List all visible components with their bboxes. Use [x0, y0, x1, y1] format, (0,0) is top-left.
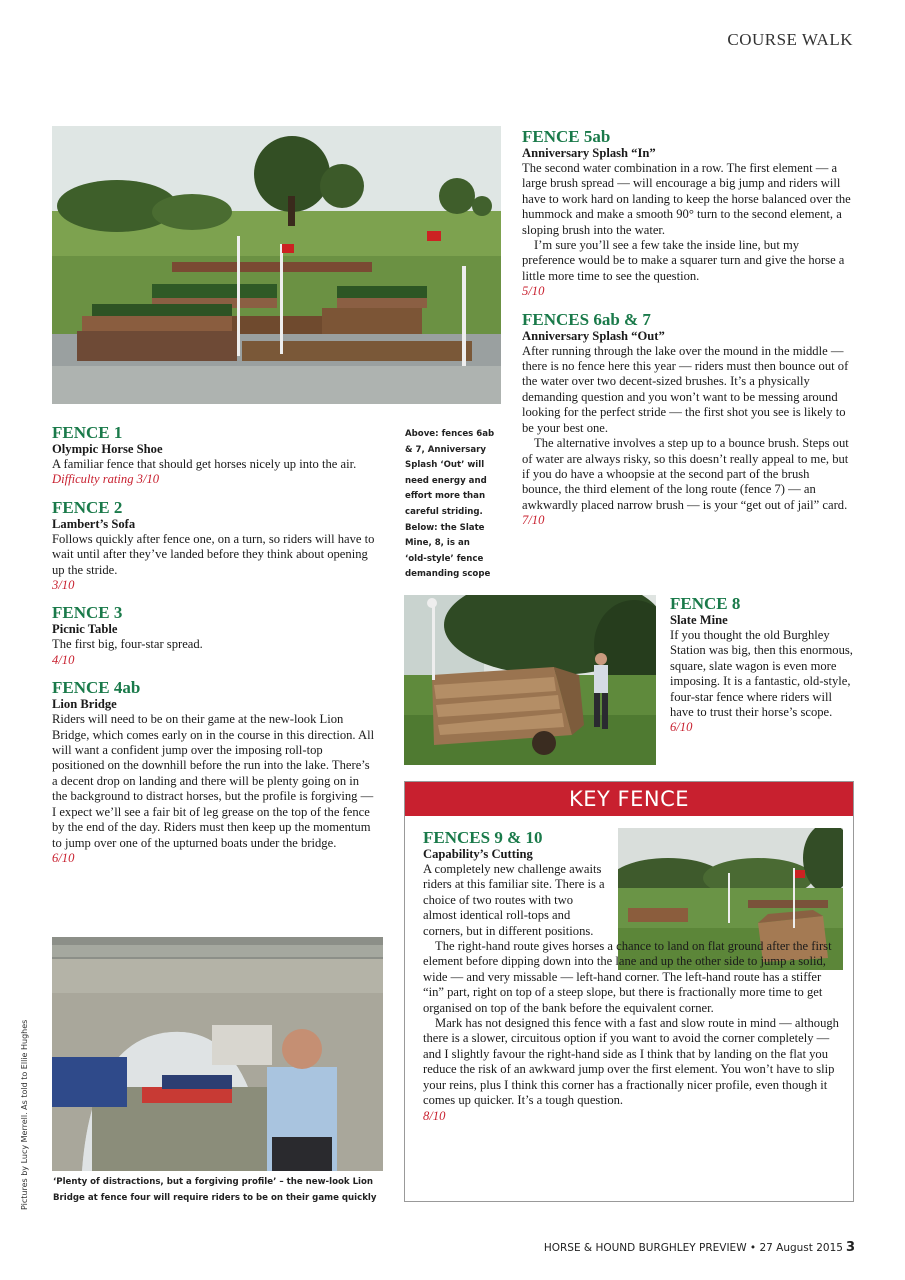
fence-2-heading: FENCE 2 [52, 497, 123, 517]
photo-anniversary-splash [52, 126, 501, 404]
fence-3-name: Picnic Table [52, 622, 118, 637]
fence-4-text: Riders will need to be on their game at the new-look Lion Bridge, which comes early on in the course in this direction. All will want a confident jump over the imposing roll-top positioned on the downhill before the run into the lake. There’s a decent drop on landing and there will be plenty going on in the background to distract horses, but the profile is forgiving — I expect we’ll see a fair bit of leg grease on the top of the fence by the end of the day. Riders must then keep up the momentum to jump over one of the upturned boats under the bridge. [52, 712, 375, 850]
fence-3-rating: 4/10 [52, 652, 75, 667]
key-fence-para-2: The right-hand route gives horses a chance to land on flat ground after the first element before dipping down into the lane and up the other side to jump a solid, wide — and very missable — left-hand corner. The left-hand route has a stiffer “in” part, right on top of a steep slope, but there is fractionally more time to get organised on top of the bank before the equivalent corner. [423, 939, 832, 1015]
fence-2-rating: 3/10 [52, 578, 75, 593]
footer-text: HORSE & HOUND BURGHLEY PREVIEW • 27 August 2015 [543, 1242, 843, 1254]
section-label: COURSE WALK [727, 30, 853, 49]
fence-8-name: Slate Mine [670, 613, 728, 627]
right-column [522, 127, 852, 529]
fence-5-para-1: The second water combination in a row. The first element — a large brush spread — will encourage a big jump and riders will have to work hard on landing to keep the horse balanced over the hummock and make a smooth 90° turn to the second element, a sloping brush into the water. [522, 161, 851, 237]
fence-3-text: The first big, four-star spread. [52, 637, 203, 652]
fence-6-heading: FENCES 6ab & 7 [522, 309, 651, 329]
fence-6-para-1: After running through the lake over the mound in the middle — there is no fence here this year — riders must then bounce out of the water over two decent-sized brushes. It’s a physically demanding question and you won’t want to be messing around looking for the perfect stride — the first shot you see is likely to be your best one. [522, 343, 849, 435]
key-fence-rating: 8/10 [423, 1108, 446, 1123]
key-fence-name: Capability’s Cutting [423, 847, 533, 861]
fence-2-text: Follows quickly after fence one, on a turn, so riders will have to wait until after they’ve landed before they think about opening up the stride. [52, 531, 375, 577]
fence-8-rating: 6/10 [670, 720, 693, 735]
key-fence-box [404, 781, 854, 1202]
page-number: 3 [845, 1240, 855, 1255]
fence-4-rating: 6/10 [52, 850, 75, 865]
side-caption: Above: fences 6ab & 7, Anniversary Splash ‘Out’ will need energy and effort more than careful striding. Below: the Slate Mine, 8, is an ‘old-style’ fence demanding scope [405, 429, 495, 580]
fence-1-name: Olympic Horse Shoe [52, 442, 163, 456]
fence-6-para-2: The alternative involves a step up to a bounce brush. Steps out of water are always risky, so this doesn’t really appeal to me, but if you do have a whoopsie at the second part of the brush bounce, the third element of the long route (fence 7) — an awkwardly placed narrow brush — is your “get out of jail” card. [522, 436, 849, 512]
photo-lion-bridge [52, 937, 383, 1171]
key-fence-banner: KEY FENCE [405, 782, 853, 816]
fence-6-rating: 7/10 [522, 513, 545, 528]
fence-5-para-2: I’m sure you’ll see a few take the inside line, but my preference would be to make a squarer turn and give the horse a little more time to see the question. [522, 238, 845, 283]
bridge-caption: ‘Plenty of distractions, but a forgiving profile’ – the new-look Lion Bridge at fence four will require riders to be on their game quickly [53, 1177, 377, 1203]
fence-5-heading: FENCE 5ab [522, 127, 611, 146]
fence-6-name: Anniversary Splash “Out” [522, 328, 665, 343]
fence-4-heading: FENCE 4ab [52, 678, 141, 698]
footer [544, 1240, 855, 1255]
photo-slate-mine [404, 595, 656, 765]
photo-credit: Pictures by Lucy Merrell. As told to Ellie Hughes [20, 1019, 29, 1210]
fence-1-rating: Difficulty rating 3/10 [52, 472, 160, 487]
fence-8-column [670, 594, 855, 736]
fence-5-rating: 5/10 [522, 284, 545, 299]
left-column [52, 423, 377, 866]
key-fence-para-3: Mark has not designed this fence with a fast and slow route in mind — although there is a slower, circuitous option if you want to avoid the corner completely — and I slightly favour the right-hand side as I think that by landing on the flat you reduce the risk of an awkward jump over the first element. You won’t have to slip your reins, plus I think this corner has a fractionally nicer profile, even though it comes up quicker. It’s a tough question. [423, 1016, 839, 1108]
fence-1-text: A familiar fence that should get horses nicely up into the air. [52, 457, 357, 471]
fence-5-name: Anniversary Splash “In” [522, 146, 656, 160]
key-fence-heading: FENCES 9 & 10 [423, 828, 543, 847]
fence-1-heading: FENCE 1 [52, 423, 123, 442]
key-fence-para-1: A completely new challenge awaits riders at this familiar site. There is a choice of two routes with two almost identical roll-tops and corners, but in different positions. [423, 862, 605, 938]
fence-3-heading: FENCE 3 [52, 603, 123, 623]
fence-8-text: If you thought the old Burghley Station was big, then this enormous, square, slate wagon is even more imposing. It is a fantastic, old-style, four-star fence where riders will have to trust their horse’s scope. [670, 628, 853, 720]
fence-8-heading: FENCE 8 [670, 594, 741, 613]
key-fence-column [423, 828, 843, 1124]
fence-4-name: Lion Bridge [52, 697, 117, 712]
fence-2-name: Lambert’s Sofa [52, 516, 136, 531]
